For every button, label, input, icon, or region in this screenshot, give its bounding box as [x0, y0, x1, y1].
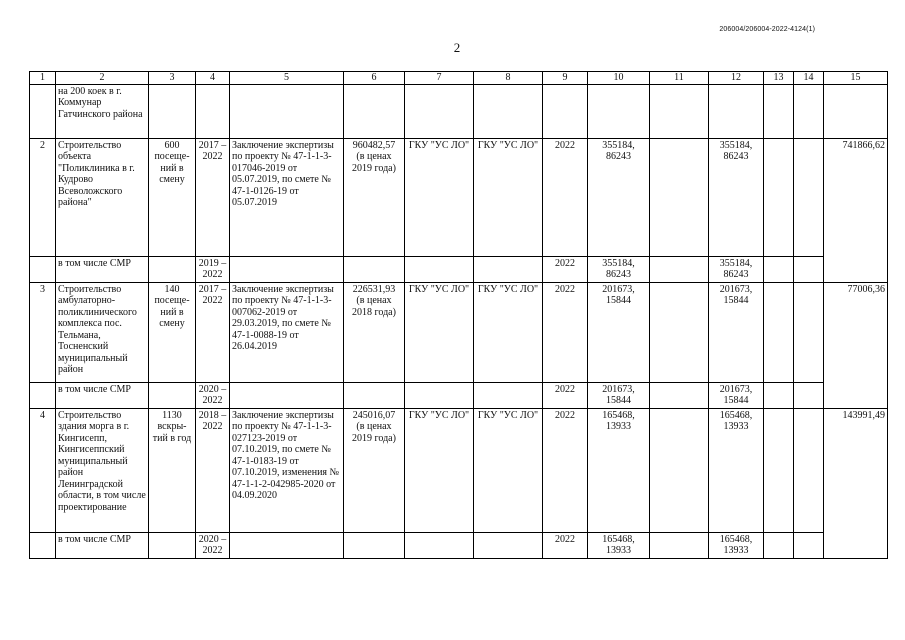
cell-empty: [230, 84, 344, 138]
cell-empty: [30, 532, 56, 558]
expertise-cell: Заключение экспертизы по проекту № 47-1-1-3-027123-2019 от 07.10.2019, по смете № 47-1-0183-19 от 07.10.2019, изменения № 47-1-1-2-042985-2020 от 04.09.2020: [230, 408, 344, 532]
cell-empty: [149, 84, 196, 138]
object-name-cell: Строительство здания морга в г. Кингисепп, Кингисеппский муниципальный район Ленинградской области, в том числе проектирование: [56, 408, 149, 532]
cell-empty: [794, 382, 824, 408]
period-cell: 2017 – 2022: [196, 138, 230, 256]
expertise-cell: Заключение экспертизы по проекту № 47-1-1-3-017046-2019 от 05.07.2019, по смете № 47-1-0126-19 от 05.07.2019: [230, 138, 344, 256]
total-cell: 741866,62: [824, 138, 888, 282]
cell-empty: [230, 256, 344, 282]
table-row: [30, 408, 888, 532]
page-number: 2: [453, 40, 461, 55]
table-row-smr: [30, 382, 888, 408]
cost-cell: [344, 138, 405, 256]
period-cell: 2017 – 2022: [196, 282, 230, 382]
col11-cell: [650, 138, 709, 256]
table-row: [30, 282, 888, 382]
cell-empty: [405, 256, 474, 282]
col14-cell: [794, 138, 824, 256]
cell-empty: [149, 256, 196, 282]
capacity-cell: 140 посеще-ний в смену: [149, 282, 196, 382]
cell-empty: [30, 382, 56, 408]
cell-empty: [405, 84, 474, 138]
smr-period-cell: 2020 – 2022: [196, 532, 230, 558]
smr-amount-cell: 355184, 86243: [588, 256, 650, 282]
cell-empty: [543, 84, 588, 138]
developer-cell: ГКУ "УС ЛО": [474, 408, 543, 532]
cell-empty: [764, 382, 794, 408]
amount-cell: 201673, 15844: [588, 282, 650, 382]
cell-empty: [344, 382, 405, 408]
cell-empty: [824, 84, 888, 138]
cell-empty: [709, 84, 764, 138]
total-cell: 77006,36: [824, 282, 888, 408]
column-number-header: 3: [149, 72, 196, 85]
cost-price-note: (в ценах 2018 года): [352, 295, 396, 318]
smr-label-cell: в том числе СМР: [56, 256, 149, 282]
smr-period-cell: 2019 – 2022: [196, 256, 230, 282]
col14-cell: [794, 282, 824, 382]
cell-empty: [230, 382, 344, 408]
cell-empty: [474, 382, 543, 408]
year-cell: 2022: [543, 408, 588, 532]
row-number-cell: 2: [30, 138, 56, 256]
object-name-cell: Строительство амбулаторно-поликлинического комплекса пос. Тельмана, Тосненский муниципальный район: [56, 282, 149, 382]
smr-col12-cell: 355184, 86243: [709, 256, 764, 282]
column-number-header: 9: [543, 72, 588, 85]
column-number-header: 13: [764, 72, 794, 85]
cell-empty: [474, 532, 543, 558]
cell-empty: [344, 256, 405, 282]
cell-empty: [764, 532, 794, 558]
register-table: [29, 71, 888, 559]
smr-label-cell: в том числе СМР: [56, 532, 149, 558]
cell-empty: [794, 256, 824, 282]
cost-price-note: (в ценах 2019 года): [352, 421, 396, 444]
table-row-continuation: [30, 84, 888, 138]
cell-empty: [149, 532, 196, 558]
cell-empty: [405, 382, 474, 408]
column-number-header: 1: [30, 72, 56, 85]
col11-cell: [650, 282, 709, 382]
cell-empty: [794, 532, 824, 558]
customer-cell: ГКУ "УС ЛО": [405, 408, 474, 532]
column-number-header: 5: [230, 72, 344, 85]
cell-empty: [149, 382, 196, 408]
year-cell: 2022: [543, 282, 588, 382]
cost-price-note: (в ценах 2019 года): [352, 151, 396, 174]
expertise-cell: Заключение экспертизы по проекту № 47-1-1-3-007062-2019 от 29.03.2019, по смете № 47-1-0088-19 от 26.04.2019: [230, 282, 344, 382]
column-number-header: 11: [650, 72, 709, 85]
cell-empty: [474, 84, 543, 138]
cost-cell: [344, 408, 405, 532]
column-number-header: 7: [405, 72, 474, 85]
customer-cell: ГКУ "УС ЛО": [405, 138, 474, 256]
cost-value: 226531,93: [352, 283, 396, 295]
column-number-header: 8: [474, 72, 543, 85]
developer-cell: ГКУ "УС ЛО": [474, 138, 543, 256]
cell-empty: [474, 256, 543, 282]
year-cell: 2022: [543, 138, 588, 256]
cost-value: 960482,57: [352, 139, 396, 151]
smr-year-cell: 2022: [543, 382, 588, 408]
column-number-header: 15: [824, 72, 888, 85]
capacity-cell: 600 посеще-ний в смену: [149, 138, 196, 256]
cell-empty: [764, 256, 794, 282]
cell-empty: [588, 84, 650, 138]
column-number-header: 4: [196, 72, 230, 85]
cell-empty: [344, 84, 405, 138]
column-number-header: 2: [56, 72, 149, 85]
developer-cell: ГКУ "УС ЛО": [474, 282, 543, 382]
column-number-header: 6: [344, 72, 405, 85]
row-number-cell: 3: [30, 282, 56, 382]
cell-empty: [650, 382, 709, 408]
smr-year-cell: 2022: [543, 256, 588, 282]
smr-col12-cell: 165468, 13933: [709, 532, 764, 558]
cell-empty: [230, 532, 344, 558]
cell-empty: [196, 84, 230, 138]
col14-cell: [794, 408, 824, 532]
column-number-header: 12: [709, 72, 764, 85]
capacity-cell: 1130 вскры-тий в год: [149, 408, 196, 532]
cell-empty: [650, 84, 709, 138]
cell-empty: [794, 84, 824, 138]
period-cell: 2018 – 2022: [196, 408, 230, 532]
object-name-cell: Строительство объекта "Поликлиника в г. Кудрово Всеволожского района": [56, 138, 149, 256]
cell-empty: [30, 256, 56, 282]
cell-empty: [344, 532, 405, 558]
cell-empty: [764, 84, 794, 138]
table-row-smr: [30, 256, 888, 282]
cell-empty: [650, 256, 709, 282]
table-row-smr: [30, 532, 888, 558]
object-name-cell: на 200 коек в г. Коммунар Гатчинского района: [56, 84, 149, 138]
customer-cell: ГКУ "УС ЛО": [405, 282, 474, 382]
smr-period-cell: 2020 – 2022: [196, 382, 230, 408]
col12-cell: 201673, 15844: [709, 282, 764, 382]
col13-cell: [764, 408, 794, 532]
col11-cell: [650, 408, 709, 532]
column-number-header: 10: [588, 72, 650, 85]
column-number-header: 14: [794, 72, 824, 85]
table-row: [30, 138, 888, 256]
smr-label-cell: в том числе СМР: [56, 382, 149, 408]
cost-value: 245016,07: [352, 409, 396, 421]
cell-empty: [650, 532, 709, 558]
document-id: 206004/206004-2022-4124(1): [719, 26, 815, 33]
col13-cell: [764, 282, 794, 382]
col12-cell: 355184, 86243: [709, 138, 764, 256]
column-number-row: [30, 72, 888, 85]
amount-cell: 355184, 86243: [588, 138, 650, 256]
smr-year-cell: 2022: [543, 532, 588, 558]
row-number-cell: 4: [30, 408, 56, 532]
col12-cell: 165468, 13933: [709, 408, 764, 532]
total-cell: 143991,49: [824, 408, 888, 558]
smr-col12-cell: 201673, 15844: [709, 382, 764, 408]
smr-amount-cell: 201673, 15844: [588, 382, 650, 408]
amount-cell: 165468, 13933: [588, 408, 650, 532]
col13-cell: [764, 138, 794, 256]
smr-amount-cell: 165468, 13933: [588, 532, 650, 558]
cell-empty: [405, 532, 474, 558]
cost-cell: [344, 282, 405, 382]
cell-empty: [30, 84, 56, 138]
